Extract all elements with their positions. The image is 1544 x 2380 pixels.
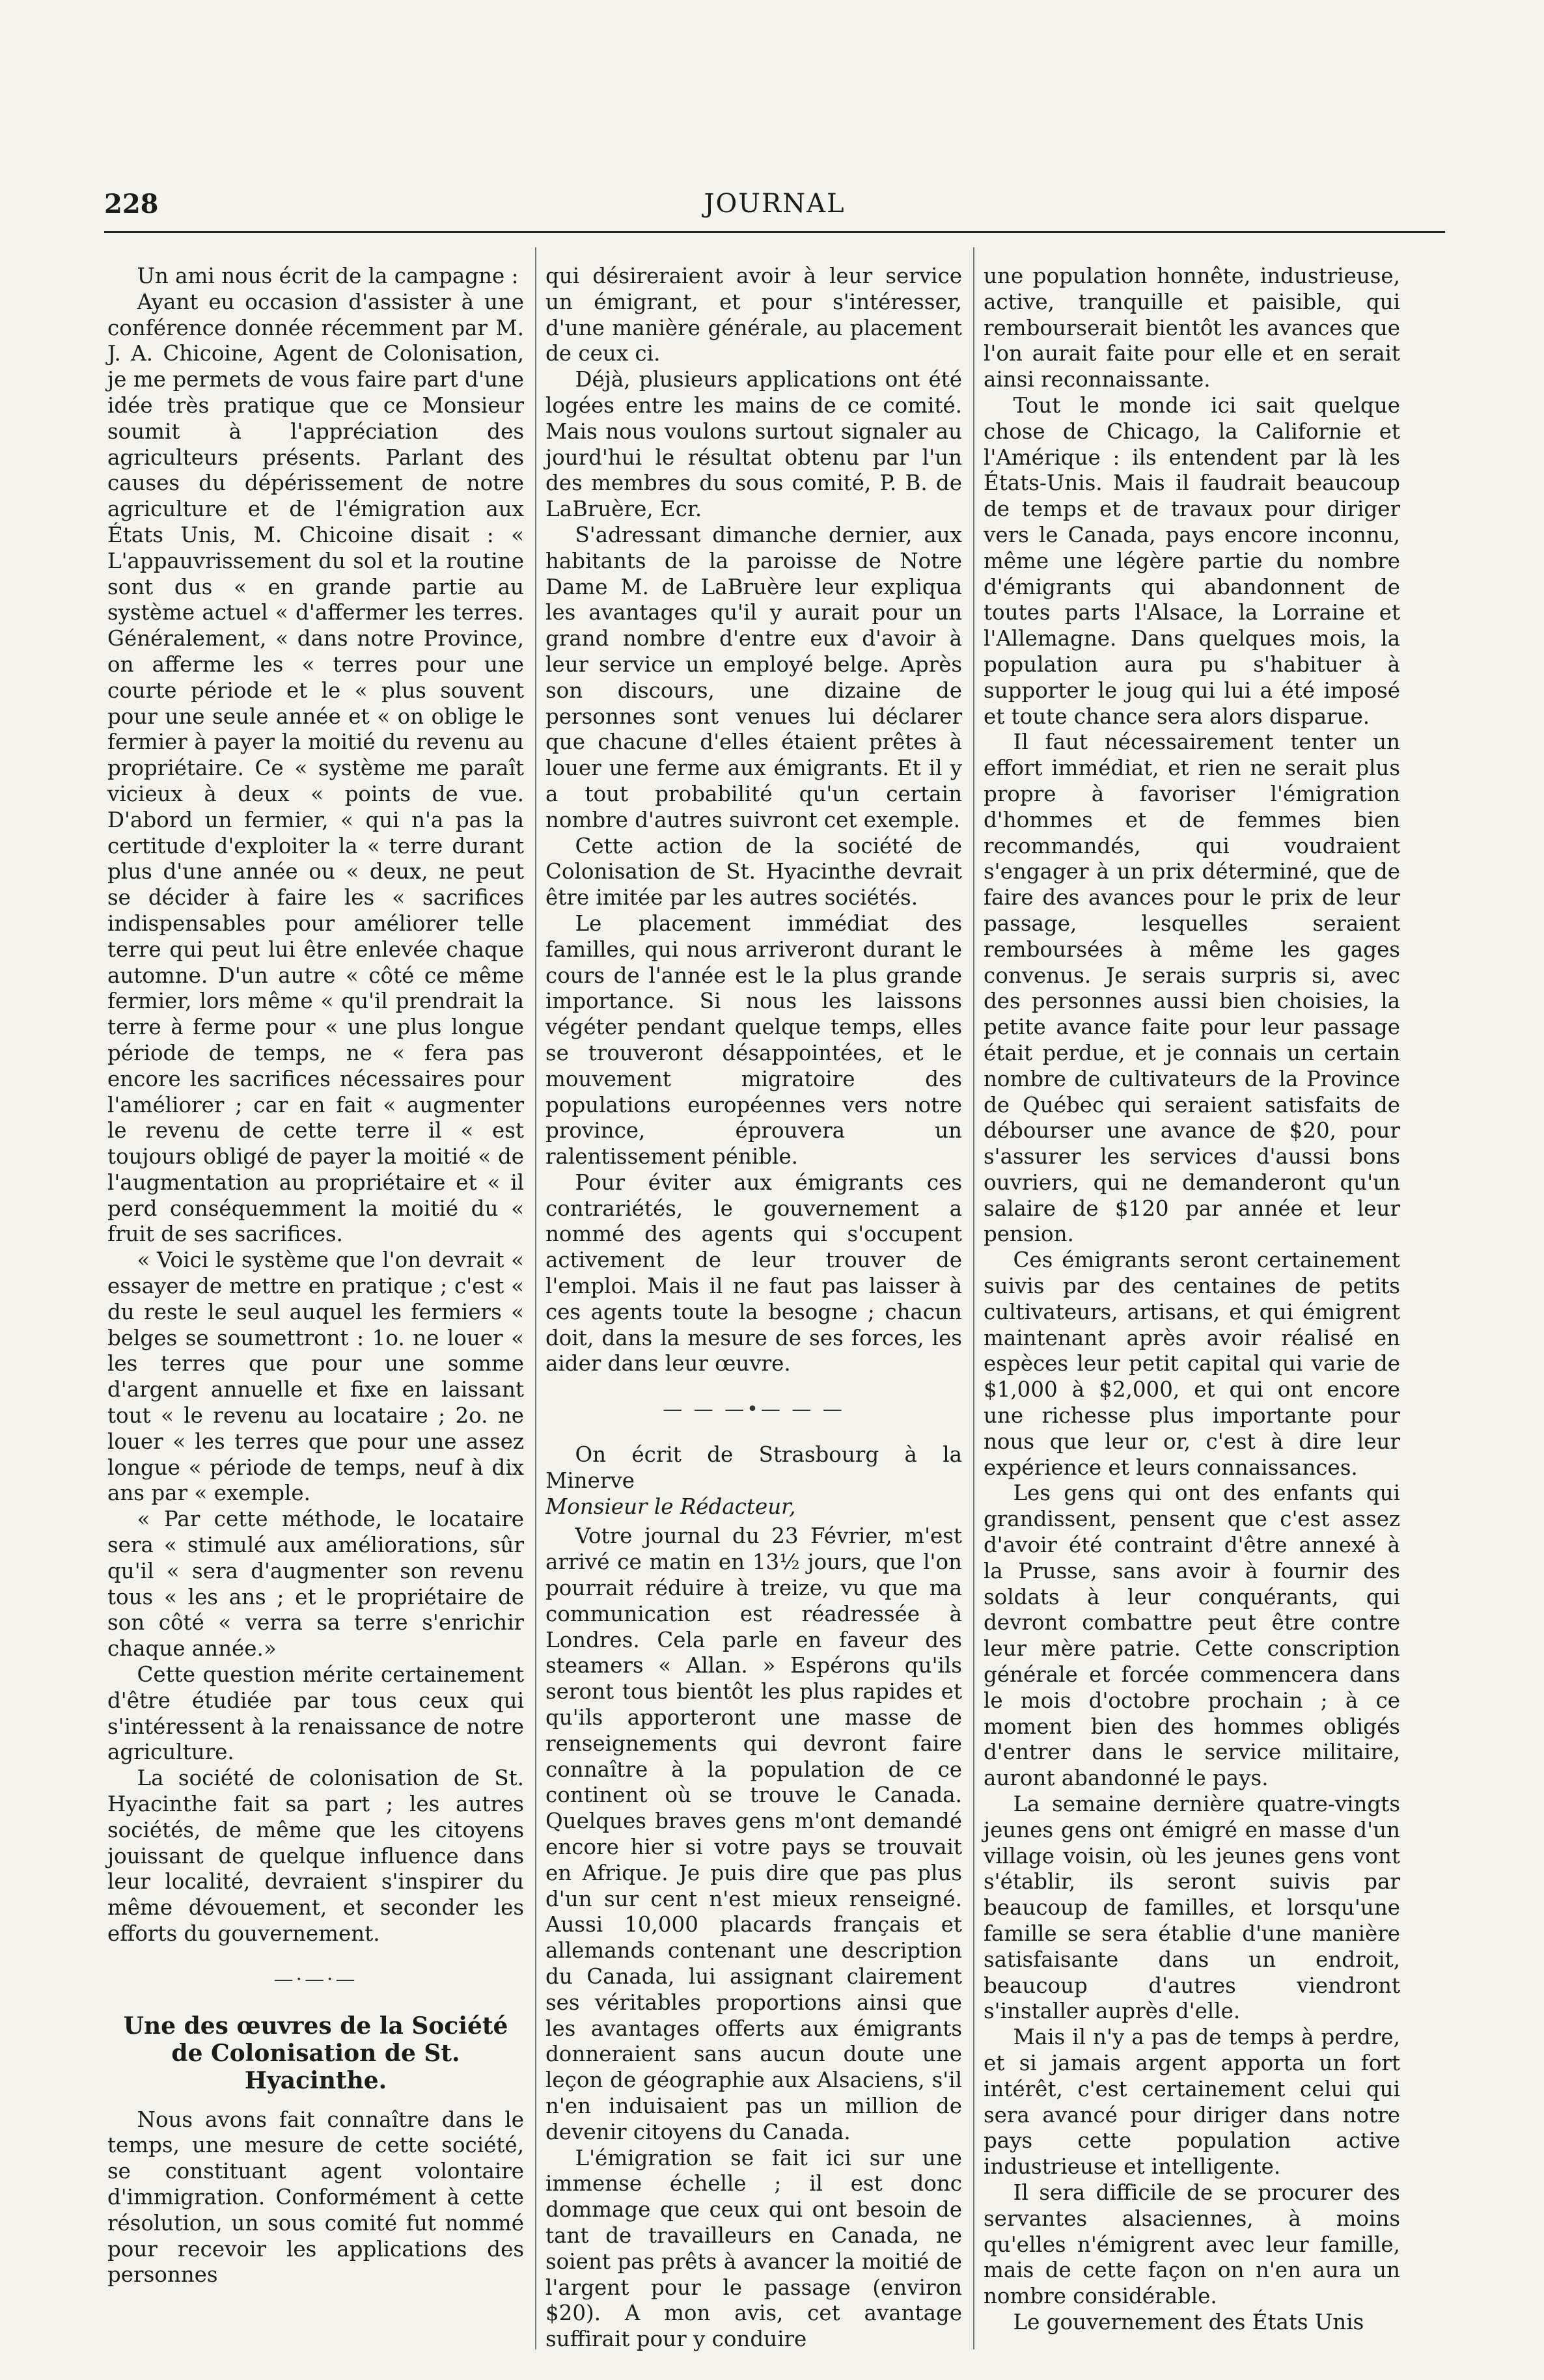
paragraph: Cette question mérite certainement d'être étudiée par tous ceux qui s'intéressent à la renaissance de notre agriculture. bbox=[107, 1662, 524, 1765]
paragraph: Pour éviter aux émigrants ces contrariétés, le gouvernement a nommé des agents qui s'occupent activement de leur trouver de l'emploi. Mais il ne faut pas laisser à ces agents toute la besogne ; chacun doit, dans la mesure de ses forces, les aider dans leur œuvre. bbox=[545, 1169, 962, 1376]
paragraph: une population honnête, industrieuse, active, tranquille et paisible, qui rembourserait bientôt les avances que l'on aurait faite pour elle et en serait ainsi reconnaissante. bbox=[984, 264, 1400, 392]
paragraph: Votre journal du 23 Février, m'est arrivé ce matin en 13½ jours, que l'on pourrait réduire à treize, vu que ma communication est réadressée à Londres. Cela parle en faveur des steamers « Allan. » Espérons qu'ils seront tous bientôt les plus rapides et qu'ils apporteront une masse de renseignements qui devront faire connaître à la population de ce continent où se trouve le Canada. Quelques braves gens m'ont demandé encore hier si votre pays se trouvait en Afrique. Je puis dire que pas plus d'un sur cent n'est mieux renseigné. Aussi 10,000 placards français et allemands contenant une description du Canada, lui assignant clairement ses véritables proportions ainsi que les avantages offerts aux émigrants donneraient sans aucun doute une leçon de géographie aux Alsaciens, s'il n'en induisaient pas un million de devenir citoyens du Canada. bbox=[545, 1524, 962, 2144]
paragraph: La société de colonisation de St. Hyacinthe fait sa part ; les autres sociétés, de même que les citoyens jouissant de quelque influence dans leur localité, devraient s'inspirer du même dévouement, et seconder les efforts du gouvernement. bbox=[107, 1766, 524, 1946]
paragraph: « Par cette méthode, le locataire sera « stimulé aux améliorations, sûr qu'il « sera d'augmenter son revenu tous « les ans ; et le propriétaire de son côté « verra sa terre s'enrichir chaque année.» bbox=[107, 1507, 524, 1662]
paragraph: qui désireraient avoir à leur service un émigrant, et pour s'intéresser, d'une manière générale, au placement de ceux ci. bbox=[545, 264, 962, 366]
paragraph: Tout le monde ici sait quelque chose de Chicago, la Californie et l'Amérique : ils entendent par là les États-Unis. Mais il faudrait beaucoup de temps et de travaux pour diriger vers le Canada, pays encore inconnu, même une légère partie du nombre d'émigrants qui abandonnent de toutes parts l'Alsace, la Lorraine et l'Allemagne. Dans quelques mois, la population aura pu s'habituer à supporter le joug qui lui a été imposé et toute chance sera alors disparue. bbox=[984, 392, 1400, 729]
paragraph: Mais il n'y a pas de temps à perdre, et si jamais argent apporta un fort intérêt, c'est certainement celui qui sera avancé pour diriger dans notre pays cette population active industrieuse et intelligente. bbox=[984, 2025, 1400, 2180]
salutation: Monsieur le Rédacteur, bbox=[545, 1494, 796, 1519]
paragraph: Ces émigrants seront certainement suivis par des centaines de petits cultivateurs, artisans, et qui émigrent maintenant après avoir réalisé en espèces leur petit capital qui varie de $1,000 à $2,000, et qui ont encore une richesse plus importante pour nous que leur or, c'est à dire leur expérience et leurs connaissances. bbox=[984, 1248, 1400, 1480]
column-1 bbox=[107, 264, 524, 2288]
paragraph: Les gens qui ont des enfants qui grandissent, pensent que c'est assez d'avoir été contraint d'être annexé à la Prusse, sans avoir à fournir des soldats à leur conquérants, qui devront combattre peut être contre leur mère patrie. Cette conscription générale et forcée commencera dans le mois d'octobre prochain ; à ce moment bien des hommes obligés d'entrer dans le service militaire, auront abandonné le pays. bbox=[984, 1481, 1400, 1791]
page-number: 228 bbox=[104, 189, 159, 219]
section-ornament: —·—·— bbox=[273, 1967, 358, 1991]
paragraph: Il sera difficile de se procurer des servantes alsaciennes, à moins qu'elles n'émigrent avec leur famille, mais de cette façon on n'en aura un nombre considérable. bbox=[984, 2180, 1400, 2309]
column-2 bbox=[545, 264, 962, 2353]
column-divider bbox=[535, 247, 536, 2349]
paragraph: Ayant eu occasion d'assister à une conférence donnée récemment par M. J. A. Chicoine, Agent de Colonisation, je me permets de vous faire part d'une idée très pratique que ce Monsieur soumit à l'appréciation des agriculteurs présents. Parlant des causes du dépérissement de notre agriculture et de l'émigration aux États Unis, M. Chicoine disait : « L'appauvrissement du sol et la routine sont dus « en grande partie au système actuel « d'affermer les terres. Généralement, « dans notre Province, on afferme les « terres pour une courte période et le « plus souvent pour une seule année et « on oblige le fermier à payer la moitié du revenu au propriétaire. Ce « système me paraît vicieux à deux « points de vue. D'abord un fermier, « qui n'a pas la certitude d'exploiter la « terre durant plus d'une année ou « deux, ne peut se décider à faire les « sacrifices indispensables pour améliorer telle terre qui peut lui être enlevée chaque automne. D'un autre « côté ce même fermier, lors même « qu'il prendrait la terre à ferme pour « une plus longue période de temps, ne « fera pas encore les sacrifices nécessaires pour l'améliorer ; car en fait « augmenter le revenu de cette terre il « est toujours obligé de payer la moitié « de l'augmentation au propriétaire et « il perd conséquemment la moitié du « fruit de ses sacrifices. bbox=[107, 289, 524, 1247]
column-divider bbox=[973, 247, 974, 2349]
paragraph: Déjà, plusieurs applications ont été logées entre les mains de ce comité. Mais nous voulons surtout signaler au jourd'hui le résultat obtenu par l'un des membres du sous comité, P. B. de LaBruère, Ecr. bbox=[545, 367, 962, 522]
paragraph: Un ami nous écrit de la campagne : bbox=[137, 264, 519, 288]
paragraph: S'adressant dimanche dernier, aux habitants de la paroisse de Notre Dame M. de LaBruère leur expliqua les avantages qu'il y aurait pour un grand nombre d'entre eux d'avoir à leur service un employé belge. Après son discours, une dizaine de personnes sont venues lui déclarer que chacune d'elles étaient prêtes à louer une ferme aux émigrants. Et il y a tout probabilité qu'un certain nombre d'autres suivront cet exemple. bbox=[545, 522, 962, 832]
article-heading: Une des œuvres de la Société de Colonisation de St. Hyacinthe. bbox=[123, 2012, 508, 2094]
paragraph: L'émigration se fait ici sur une immense échelle ; il est donc dommage que ceux qui ont besoin de tant de travailleurs en Canada, ne soient pas prêts à avancer la moitié de l'argent pour le passage (environ $20). A mon avis, cet avantage suffirait pour y conduire bbox=[545, 2145, 962, 2352]
paragraph: Le gouvernement des États Unis bbox=[1013, 2309, 1364, 2334]
header-rule bbox=[104, 231, 1445, 233]
paragraph: La semaine dernière quatre-vingts jeunes gens ont émigré en masse d'un village voisin, où les jeunes gens vont s'établir, ils seront suivis par beaucoup de familles, et lorsqu'une famille se sera établie d'une manière satisfaisante dans un endroit, beaucoup d'autres viendront s'installer auprès d'elle. bbox=[984, 1792, 1400, 2024]
paragraph: Il faut nécessairement tenter un effort immédiat, et rien ne serait plus propre à favoriser l'émigration d'hommes et de femmes bien recommandés, qui voudraient s'engager à un prix déterminé, que de faire des avances pour le prix de leur passage, lesquelles seraient remboursées à même les gages convenus. Je serais surpris si, avec des personnes aussi bien choisies, la petite avance faite pour leur passage était perdue, et je connais un certain nombre de cultivateurs de la Province de Québec qui seraient satisfaits de débourser une avance de $20, pour s'assurer les services d'aussi bons ouvriers, qui ne demanderont qu'un salaire de $120 par année et leur pension. bbox=[984, 730, 1400, 1247]
paragraph: Le placement immédiat des familles, qui nous arriveront durant le cours de l'année est le la plus grande importance. Si nous les laissons végéter pendant quelque temps, elles se trouveront désappointées, et le mouvement migratoire des populations européennes vers notre province, éprouvera un ralentissement pénible. bbox=[545, 910, 962, 1169]
column-3 bbox=[984, 264, 1400, 2336]
dateline: On écrit de Strasbourg à la Minerve bbox=[545, 1442, 962, 1493]
running-title: JOURNAL bbox=[704, 189, 846, 219]
paragraph: « Voici le système que l'on devrait « essayer de mettre en pratique ; c'est « du reste le seul auquel les fermiers « belges se soumettront : 1o. ne louer « les terres que pour une somme d'argent annuelle et fixe en laissant tout « le revenu au locataire ; 2o. ne louer « les terres que pour une assez longue « période de temps, neuf à dix ans par « exemple. bbox=[107, 1248, 524, 1506]
section-ornament: — — —•— — — bbox=[663, 1398, 845, 1421]
paragraph: Nous avons fait connaître dans le temps, une mesure de cette société, se constituant agent volontaire d'immigration. Conformément à cette résolution, un sous comité fut nommé pour recevoir les applications des personnes bbox=[107, 2107, 524, 2288]
page-header bbox=[104, 189, 1445, 228]
paragraph: Cette action de la société de Colonisation de St. Hyacinthe devrait être imitée par les autres sociétés. bbox=[545, 833, 962, 910]
